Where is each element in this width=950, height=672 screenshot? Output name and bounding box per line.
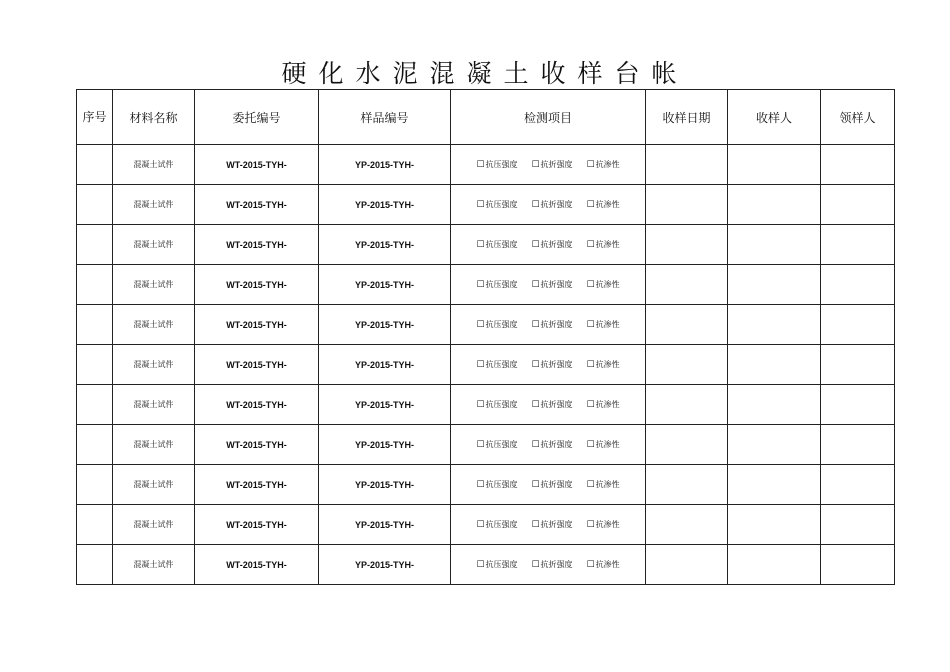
header-collector: 领样人: [821, 90, 895, 145]
test-items-cell: [451, 385, 646, 425]
test-option-label: 抗压强度: [485, 560, 518, 569]
commission-no-cell: WT-2015-TYH-: [195, 305, 319, 345]
table-row: [77, 385, 895, 425]
checkbox-icon[interactable]: ☐: [586, 560, 595, 570]
test-option[interactable]: [476, 319, 517, 330]
checkbox-icon[interactable]: ☐: [476, 280, 485, 290]
sample-no-cell: YP-2015-TYH-: [319, 265, 451, 305]
checkbox-icon[interactable]: ☐: [586, 240, 595, 250]
test-option[interactable]: [476, 559, 517, 570]
test-option-label: 抗渗性: [595, 400, 620, 409]
seq-cell: [77, 425, 113, 465]
receiver-cell[interactable]: [728, 425, 821, 465]
seq-cell: [77, 225, 113, 265]
checkbox-icon[interactable]: ☐: [531, 400, 540, 410]
material-cell: 混凝土试件: [113, 265, 195, 305]
header-seq: 序号: [77, 90, 113, 145]
test-option-label: 抗渗性: [595, 280, 620, 289]
checkbox-icon[interactable]: ☐: [586, 320, 595, 330]
test-option-label: 抗折强度: [540, 440, 573, 449]
checkbox-icon[interactable]: ☐: [476, 360, 485, 370]
receive-date-cell[interactable]: [646, 345, 728, 385]
test-option[interactable]: [587, 159, 620, 170]
checkbox-icon[interactable]: ☐: [586, 480, 595, 490]
material-cell: 混凝土试件: [113, 385, 195, 425]
checkbox-icon[interactable]: ☐: [586, 440, 595, 450]
test-option-label: 抗折强度: [540, 160, 573, 169]
receive-date-cell[interactable]: [646, 145, 728, 185]
test-option[interactable]: [587, 239, 620, 250]
checkbox-icon[interactable]: ☐: [531, 240, 540, 250]
sample-no-cell: YP-2015-TYH-: [319, 545, 451, 585]
test-option-label: 抗渗性: [595, 360, 620, 369]
checkbox-icon[interactable]: ☐: [476, 440, 485, 450]
test-option-label: 抗压强度: [485, 520, 518, 529]
collector-cell[interactable]: [821, 425, 895, 465]
table-row: [77, 545, 895, 585]
checkbox-icon[interactable]: ☐: [586, 160, 595, 170]
commission-no-cell: WT-2015-TYH-: [195, 145, 319, 185]
seq-cell: [77, 505, 113, 545]
test-option[interactable]: [531, 559, 572, 570]
receive-date-cell[interactable]: [646, 265, 728, 305]
collector-cell[interactable]: [821, 145, 895, 185]
sample-no-cell: YP-2015-TYH-: [319, 505, 451, 545]
test-option[interactable]: [476, 439, 517, 450]
header-sample-no: 样品编号: [319, 90, 451, 145]
test-option-label: 抗压强度: [485, 200, 518, 209]
test-option-label: 抗渗性: [595, 160, 620, 169]
test-option[interactable]: [587, 519, 620, 530]
header-commission-no: 委托编号: [195, 90, 319, 145]
checkbox-icon[interactable]: ☐: [531, 320, 540, 330]
checkbox-icon[interactable]: ☐: [476, 400, 485, 410]
test-option[interactable]: [587, 559, 620, 570]
test-option-label: 抗压强度: [485, 320, 518, 329]
test-option[interactable]: [587, 359, 620, 370]
test-option-label: 抗渗性: [595, 240, 620, 249]
collector-cell[interactable]: [821, 465, 895, 505]
test-option-label: 抗压强度: [485, 480, 518, 489]
receive-date-cell[interactable]: [646, 385, 728, 425]
sample-no-cell: YP-2015-TYH-: [319, 305, 451, 345]
test-option[interactable]: [476, 159, 517, 170]
test-option[interactable]: [531, 319, 572, 330]
table-row: [77, 265, 895, 305]
sample-no-cell: YP-2015-TYH-: [319, 465, 451, 505]
test-option[interactable]: [531, 399, 572, 410]
page-title: 硬化水泥混凝土收样台帐: [281, 59, 689, 88]
checkbox-icon[interactable]: ☐: [586, 360, 595, 370]
test-items-cell: [451, 465, 646, 505]
commission-no-cell: WT-2015-TYH-: [195, 345, 319, 385]
receiver-cell[interactable]: [728, 145, 821, 185]
sample-no-cell: YP-2015-TYH-: [319, 345, 451, 385]
header-material: 材料名称: [113, 90, 195, 145]
checkbox-icon[interactable]: ☐: [531, 520, 540, 530]
checkbox-icon[interactable]: ☐: [476, 240, 485, 250]
material-cell: 混凝土试件: [113, 345, 195, 385]
test-option-label: 抗折强度: [540, 480, 573, 489]
checkbox-icon[interactable]: ☐: [476, 160, 485, 170]
test-option[interactable]: [531, 479, 572, 490]
sample-no-cell: YP-2015-TYH-: [319, 385, 451, 425]
collector-cell[interactable]: [821, 385, 895, 425]
test-items-cell: [451, 225, 646, 265]
receiver-cell[interactable]: [728, 545, 821, 585]
material-cell: 混凝土试件: [113, 545, 195, 585]
header-row: [77, 90, 895, 145]
checkbox-icon[interactable]: ☐: [476, 320, 485, 330]
test-option[interactable]: [531, 279, 572, 290]
test-option[interactable]: [587, 199, 620, 210]
test-items-cell: [451, 425, 646, 465]
test-option[interactable]: [587, 399, 620, 410]
checkbox-icon[interactable]: ☐: [531, 480, 540, 490]
test-option[interactable]: [476, 359, 517, 370]
receiver-cell[interactable]: [728, 345, 821, 385]
checkbox-icon[interactable]: ☐: [531, 560, 540, 570]
commission-no-cell: WT-2015-TYH-: [195, 385, 319, 425]
material-cell: 混凝土试件: [113, 225, 195, 265]
test-option-label: 抗渗性: [595, 520, 620, 529]
commission-no-cell: WT-2015-TYH-: [195, 505, 319, 545]
test-option[interactable]: [531, 239, 572, 250]
checkbox-icon[interactable]: ☐: [531, 360, 540, 370]
collector-cell[interactable]: [821, 545, 895, 585]
test-items-cell: [451, 345, 646, 385]
receiver-cell[interactable]: [728, 465, 821, 505]
test-option[interactable]: [531, 359, 572, 370]
test-option-label: 抗压强度: [485, 240, 518, 249]
table-header: [77, 90, 895, 145]
test-option-label: 抗折强度: [540, 400, 573, 409]
receive-date-cell[interactable]: [646, 305, 728, 345]
test-option[interactable]: [531, 519, 572, 530]
checkbox-icon[interactable]: ☐: [476, 560, 485, 570]
table-row: [77, 145, 895, 185]
header-receive-date: 收样日期: [646, 90, 728, 145]
checkbox-icon[interactable]: ☐: [586, 280, 595, 290]
test-option[interactable]: [476, 479, 517, 490]
test-option[interactable]: [587, 439, 620, 450]
checkbox-icon[interactable]: ☐: [531, 160, 540, 170]
test-option[interactable]: [531, 159, 572, 170]
receiver-cell[interactable]: [728, 385, 821, 425]
checkbox-icon[interactable]: ☐: [531, 280, 540, 290]
test-option-label: 抗折强度: [540, 280, 573, 289]
material-cell: 混凝土试件: [113, 305, 195, 345]
material-cell: 混凝土试件: [113, 425, 195, 465]
commission-no-cell: WT-2015-TYH-: [195, 185, 319, 225]
checkbox-icon[interactable]: ☐: [586, 520, 595, 530]
material-cell: 混凝土试件: [113, 145, 195, 185]
test-option-label: 抗渗性: [595, 480, 620, 489]
collector-cell[interactable]: [821, 505, 895, 545]
sample-no-cell: YP-2015-TYH-: [319, 185, 451, 225]
test-option-label: 抗压强度: [485, 160, 518, 169]
commission-no-cell: WT-2015-TYH-: [195, 265, 319, 305]
receive-date-cell[interactable]: [646, 425, 728, 465]
test-option[interactable]: [587, 279, 620, 290]
test-items-cell: [451, 545, 646, 585]
header-receiver: 收样人: [728, 90, 821, 145]
receiver-cell[interactable]: [728, 505, 821, 545]
sample-ledger-table: [76, 89, 895, 585]
table-row: [77, 425, 895, 465]
test-option-label: 抗折强度: [540, 200, 573, 209]
test-items-cell: [451, 145, 646, 185]
table-row: [77, 505, 895, 545]
test-option-label: 抗压强度: [485, 280, 518, 289]
test-items-cell: [451, 305, 646, 345]
checkbox-icon[interactable]: ☐: [476, 480, 485, 490]
test-option-label: 抗渗性: [595, 320, 620, 329]
seq-cell: [77, 265, 113, 305]
seq-cell: [77, 385, 113, 425]
test-option[interactable]: [476, 199, 517, 210]
test-option[interactable]: [476, 279, 517, 290]
table-row: [77, 225, 895, 265]
test-option[interactable]: [531, 439, 572, 450]
seq-cell: [77, 465, 113, 505]
checkbox-icon[interactable]: ☐: [531, 440, 540, 450]
sample-no-cell: YP-2015-TYH-: [319, 425, 451, 465]
receive-date-cell[interactable]: [646, 185, 728, 225]
test-items-cell: [451, 185, 646, 225]
material-cell: 混凝土试件: [113, 505, 195, 545]
test-option-label: 抗压强度: [485, 440, 518, 449]
collector-cell[interactable]: [821, 185, 895, 225]
commission-no-cell: WT-2015-TYH-: [195, 225, 319, 265]
test-option-label: 抗渗性: [595, 560, 620, 569]
receiver-cell[interactable]: [728, 265, 821, 305]
table-row: [77, 305, 895, 345]
collector-cell[interactable]: [821, 345, 895, 385]
test-items-cell: [451, 265, 646, 305]
sample-no-cell: YP-2015-TYH-: [319, 225, 451, 265]
test-option[interactable]: [587, 319, 620, 330]
table-row: [77, 465, 895, 505]
test-option-label: 抗折强度: [540, 520, 573, 529]
collector-cell[interactable]: [821, 265, 895, 305]
checkbox-icon[interactable]: ☐: [531, 200, 540, 210]
seq-cell: [77, 305, 113, 345]
receive-date-cell[interactable]: [646, 505, 728, 545]
checkbox-icon[interactable]: ☐: [586, 400, 595, 410]
test-option-label: 抗渗性: [595, 200, 620, 209]
test-option[interactable]: [476, 399, 517, 410]
checkbox-icon[interactable]: ☐: [586, 200, 595, 210]
test-option[interactable]: [531, 199, 572, 210]
test-option-label: 抗压强度: [485, 360, 518, 369]
test-option[interactable]: [587, 479, 620, 490]
receive-date-cell[interactable]: [646, 465, 728, 505]
collector-cell[interactable]: [821, 305, 895, 345]
test-option-label: 抗折强度: [540, 360, 573, 369]
commission-no-cell: WT-2015-TYH-: [195, 465, 319, 505]
receiver-cell[interactable]: [728, 185, 821, 225]
commission-no-cell: WT-2015-TYH-: [195, 425, 319, 465]
receiver-cell[interactable]: [728, 225, 821, 265]
receive-date-cell[interactable]: [646, 545, 728, 585]
test-option[interactable]: [476, 239, 517, 250]
test-option-label: 抗折强度: [540, 320, 573, 329]
collector-cell[interactable]: [821, 225, 895, 265]
checkbox-icon[interactable]: ☐: [476, 520, 485, 530]
test-option-label: 抗渗性: [595, 440, 620, 449]
checkbox-icon[interactable]: ☐: [476, 200, 485, 210]
seq-cell: [77, 185, 113, 225]
receiver-cell[interactable]: [728, 305, 821, 345]
table-row: [77, 185, 895, 225]
test-option-label: 抗折强度: [540, 240, 573, 249]
table-body: [77, 145, 895, 585]
test-option[interactable]: [476, 519, 517, 530]
seq-cell: [77, 545, 113, 585]
header-test-items: 检测项目: [451, 90, 646, 145]
commission-no-cell: WT-2015-TYH-: [195, 545, 319, 585]
seq-cell: [77, 145, 113, 185]
seq-cell: [77, 345, 113, 385]
test-option-label: 抗折强度: [540, 560, 573, 569]
test-option-label: 抗压强度: [485, 400, 518, 409]
sample-no-cell: YP-2015-TYH-: [319, 145, 451, 185]
material-cell: 混凝土试件: [113, 465, 195, 505]
material-cell: 混凝土试件: [113, 185, 195, 225]
test-items-cell: [451, 505, 646, 545]
table-row: [77, 345, 895, 385]
receive-date-cell[interactable]: [646, 225, 728, 265]
